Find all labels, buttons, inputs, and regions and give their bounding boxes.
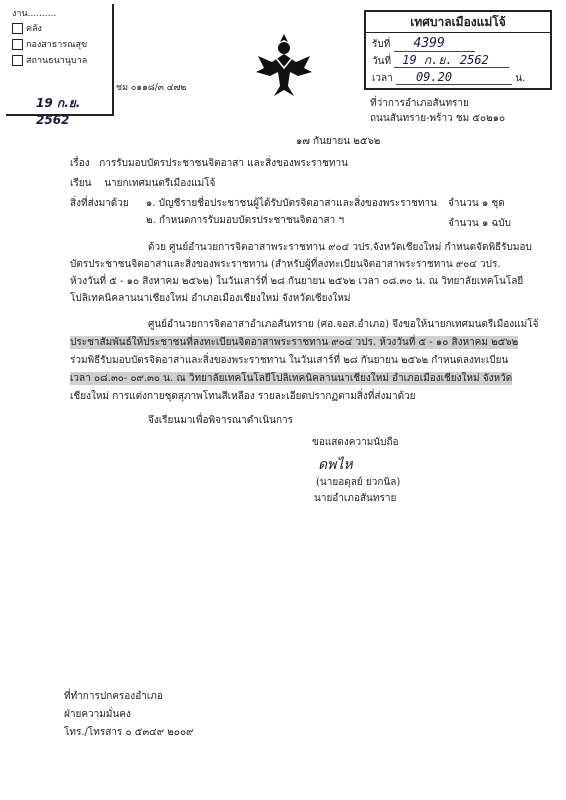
para2-line-5: เชียงใหม่ การแต่งกายชุดสุภาพโทนสีเหลือง รายละเอียดปรากฏตามสิ่งที่ส่งมาด้วย bbox=[70, 391, 416, 402]
signer-title: นายอำเภอสันทราย bbox=[314, 493, 397, 504]
letter-date: ๑๗ กันยายน ๒๕๖๒ bbox=[296, 136, 381, 147]
para2-line-1: ศูนย์อำนวยการจิตอาสาอำเภอสันทราย (ศอ.จอส.อำเภอ) จึงขอให้นายกเทศมนตรีเมืองแม่โจ้ bbox=[148, 319, 539, 330]
left-receiving-stamp bbox=[6, 4, 114, 127]
para1-line-2: บัตรประชาชนจิตอาสาและสิ่งของพระราชทาน (สำหรับผู้ที่ลงทะเบียนจิตอาสาพระราชทาน ๙๐๔ วปร. bbox=[70, 259, 501, 270]
subject-line: เรื่อง การรับมอบบัตรประชาชนจิตอาสา และสิ่งของพระราชทาน bbox=[70, 158, 348, 169]
footer-phone: โทร./โทรสาร ๐ ๕๓๔๙ ๒๐๐๙ bbox=[64, 727, 194, 738]
closing-line: จึงเรียนมาเพื่อพิจารณาดำเนินการ bbox=[148, 415, 294, 426]
right-receiving-stamp bbox=[364, 10, 552, 90]
checkbox-icon bbox=[12, 39, 23, 50]
para1-line-1: ด้วย ศูนย์อำนวยการจิตอาสาพระราชทาน ๙๐๔ วปร.จังหวัดเชียงใหม่ กำหนดจัดพิธีรับมอบ bbox=[148, 242, 532, 253]
garuda-emblem-icon bbox=[254, 28, 314, 100]
receive-time-row: เวลา 09.20 น. bbox=[372, 70, 526, 84]
receive-date-row: วันที่ 19 ก.ย. 2562 bbox=[372, 54, 509, 68]
address-line-2: ถนนสันทราย-พร้าว ชม ๕๐๒๑๐ bbox=[370, 113, 506, 124]
checkbox-icon bbox=[12, 55, 23, 66]
attachment-1-qty: จำนวน ๑ ชุด bbox=[448, 198, 505, 209]
stamp-left-item-2: คลัง bbox=[12, 21, 42, 35]
stamp-left-item-4: สถานธนานุบาล bbox=[12, 53, 87, 67]
checkbox-icon bbox=[12, 23, 23, 34]
signature: ดพไห bbox=[318, 457, 353, 473]
para1-line-3: ห้วงวันที่ ๕ - ๑๐ สิงหาคม ๒๕๖๒) ในวันเสาร์ที่ ๒๘ กันยายน ๒๕๖๒ เวลา ๐๘.๓๐ น. ณ วิทยาลัยเทคโนโลยี bbox=[70, 276, 524, 287]
addressee-line: เรียน นายกเทศมนตรีเมืองแม่โจ้ bbox=[70, 178, 216, 189]
stamp-right-title: เทศบาลเมืองแม่โจ้ bbox=[366, 12, 550, 33]
stamp-left-item-3: กองสาธารณสุข bbox=[12, 37, 87, 51]
receive-number-row: รับที่ 4399 bbox=[372, 37, 475, 51]
attachments-label: สิ่งที่ส่งมาด้วย bbox=[70, 198, 129, 209]
para2-line-4: เวลา ๐๘.๓๐- ๐๙.๓๐ น. ณ วิทยาลัยเทคโนโลยีโปลิเทคนิคลานนาเชียงใหม่ อำเภอเมืองเชียงใหม่ จังหวัด bbox=[70, 373, 513, 384]
footer-dept: ฝ่ายความมั่นคง bbox=[64, 709, 131, 720]
address-line-1: ที่ว่าการอำเภอสันทราย bbox=[370, 98, 469, 109]
stamp-left-date: 19 ก.ย. 2562 bbox=[36, 96, 81, 127]
para2-line-2: ประชาสัมพันธ์ให้ประชาชนที่ลงทะเบียนจิตอาสาพระราชทาน ๙๐๔ วปร. ห้วงวันที่ ๕ - ๑๐ สิงหาคม ๒๕๖๒ bbox=[70, 337, 519, 348]
document-number: ชม ๐๑๑๘/๓ ๔๗๒ bbox=[116, 83, 187, 93]
signer-name: (นายอดุลย์ ยวกนิล) bbox=[316, 477, 401, 488]
stamp-left-item-1: งาน.......... bbox=[12, 9, 57, 19]
regards: ขอแสดงความนับถือ bbox=[312, 437, 399, 448]
footer-office: ที่ทำการปกครองอำเภอ bbox=[64, 691, 163, 702]
attachment-2: ๒. กำหนดการรับมอบบัตรประชาชนจิตอาสา ฯ bbox=[146, 215, 345, 226]
para1-line-4: โปลิเทคนิคลานนาเชียงใหม่ อำเภอเมืองเชียงใหม่ จังหวัดเชียงใหม่ bbox=[70, 293, 351, 304]
para2-line-3: ร่วมพิธีรับมอบบัตรจิตอาสาและสิ่งของพระราชทาน ในวันเสาร์ที่ ๒๘ กันยายน ๒๕๖๒ กำหนดลงทะเบียน bbox=[70, 355, 509, 366]
attachment-2-qty: จำนวน ๑ ฉบับ bbox=[448, 218, 511, 229]
attachment-1: ๑. บัญชีรายชื่อประชาชนผู้ได้รับบัตรจิตอาสาและสิ่งของพระราชทาน bbox=[146, 198, 437, 209]
